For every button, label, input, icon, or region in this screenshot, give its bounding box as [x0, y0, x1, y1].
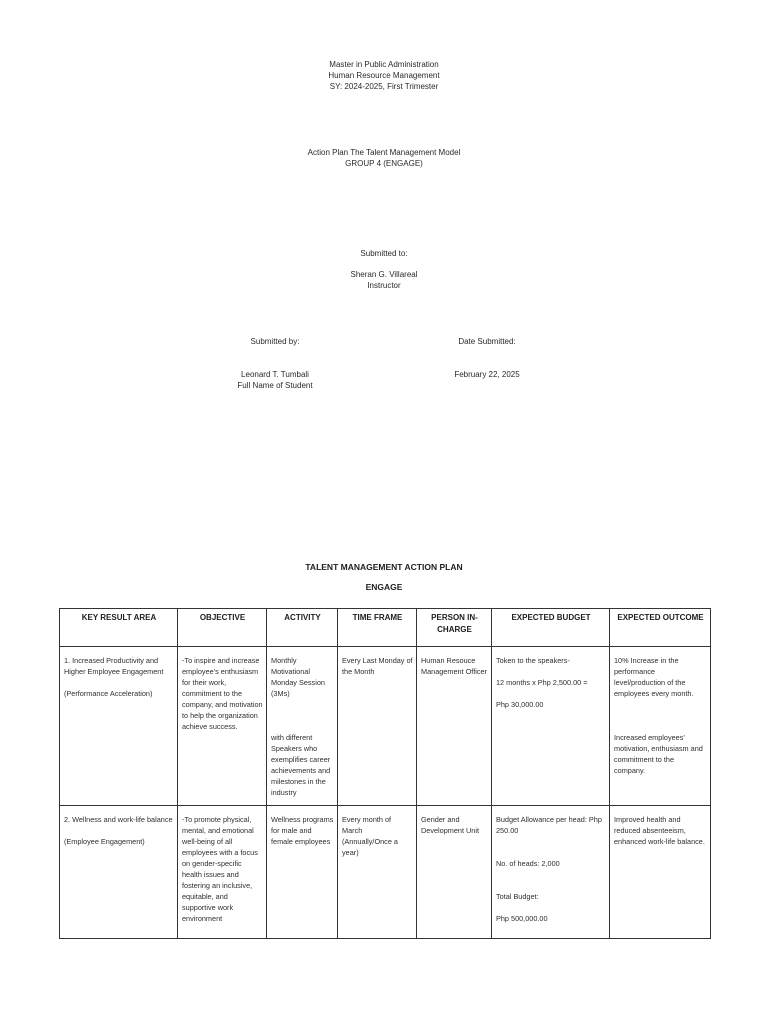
person-text: Human Resouce Management Officer	[421, 656, 487, 676]
kra-note: (Performance Acceleration)	[64, 689, 153, 698]
expected-outcome-cell	[610, 806, 711, 939]
objective-cell	[178, 806, 267, 939]
budget-line: No. of heads: 2,000	[496, 859, 560, 868]
key-result-area-cell	[60, 806, 178, 939]
expected-budget-cell	[492, 806, 610, 939]
objective-text: -To inspire and increase employee’s enthusiasm for their work, commitment to the company, and motivation to help the organization achieve success.	[182, 656, 263, 731]
title-line: Action Plan The Talent Management Model	[307, 148, 461, 157]
student-role: Full Name of Student	[237, 381, 313, 390]
budget-line: Php 500,000.00	[496, 914, 548, 923]
person-in-charge-cell	[417, 806, 492, 939]
instructor-role: Instructor	[367, 281, 401, 290]
program-name: Master in Public Administration	[329, 60, 439, 69]
column-header: PERSON IN-CHARGE	[417, 609, 492, 647]
budget-line: Token to the speakers-	[496, 656, 570, 665]
student-name: Leonard T. Tumbali	[241, 370, 309, 379]
activity-text: Wellness programs for male and female employees	[271, 815, 334, 846]
table-header-row	[60, 609, 711, 647]
kra-text: 1. Increased Productivity and Higher Employee Engagement	[64, 656, 164, 676]
expected-budget-cell	[492, 647, 610, 806]
submitted-to-label: Submitted to:	[360, 249, 408, 258]
activity-cell	[267, 806, 338, 939]
kra-note: (Employee Engagement)	[64, 837, 145, 846]
budget-line: Budget Allowance per head: Php 250.00	[496, 815, 602, 835]
column-header: OBJECTIVE	[178, 609, 267, 647]
person-in-charge-cell	[417, 647, 492, 806]
column-header: EXPECTED BUDGET	[492, 609, 610, 647]
activity-cell	[267, 647, 338, 806]
document-title	[0, 147, 768, 169]
column-header: KEY RESULT AREA	[60, 609, 178, 647]
table-row	[60, 647, 711, 806]
course-name: Human Resource Management	[328, 71, 440, 80]
column-header: TIME FRAME	[338, 609, 417, 647]
action-plan-table	[59, 608, 711, 939]
instructor-name: Sheran G. Villareal	[350, 270, 418, 279]
column-header: EXPECTED OUTCOME	[610, 609, 711, 647]
column-header: ACTIVITY	[267, 609, 338, 647]
time-frame-text: Every Last Monday of the Month	[342, 656, 413, 676]
outcome-text: Increased employees’ motivation, enthusiasm and commitment to the company.	[614, 733, 703, 775]
time-frame-cell	[338, 806, 417, 939]
school-year: SY: 2024-2025, First Trimester	[329, 82, 439, 91]
kra-text: 2. Wellness and work-life balance	[64, 815, 173, 824]
time-frame-cell	[338, 647, 417, 806]
activity-detail: with different Speakers who exemplifies career achievements and milestones in the industry	[271, 733, 331, 797]
plan-title: TALENT MANAGEMENT ACTION PLAN	[305, 562, 463, 572]
key-result-area-cell	[60, 647, 178, 806]
objective-text: -To promote physical, mental, and emotional well-being of all employees with a focus on gender-specific health issues and fostering an inclusive, equitable, and supportive work environment	[182, 815, 258, 923]
table-row	[60, 806, 711, 939]
person-text: Gender and Development Unit	[421, 815, 479, 835]
budget-line: Total Budget:	[496, 892, 539, 901]
plan-subtitle: ENGAGE	[365, 582, 403, 592]
group-line: GROUP 4 (ENGAGE)	[345, 159, 423, 168]
activity-text: Monthly Motivational Monday Session (3Ms)	[271, 656, 325, 698]
outcome-text: 10% Increase in the performance level/production of the employees every month.	[614, 656, 694, 698]
expected-outcome-cell	[610, 647, 711, 806]
outcome-text: Improved health and reduced absenteeism, enhanced work-life balance.	[614, 815, 705, 846]
document-header	[0, 59, 768, 92]
budget-line: Php 30,000.00	[496, 700, 544, 709]
objective-cell	[178, 647, 267, 806]
date-submitted-value: February 22, 2025	[454, 370, 520, 379]
time-frame-text: Every month of March (Annually/Once a year)	[342, 815, 398, 857]
submitted-to-block	[0, 269, 768, 291]
submitted-by-label: Submitted by:	[250, 337, 300, 346]
date-submitted-label: Date Submitted:	[458, 337, 516, 346]
budget-line: 12 months x Php 2,500.00 =	[496, 678, 588, 687]
submitted-by-block	[190, 369, 360, 391]
